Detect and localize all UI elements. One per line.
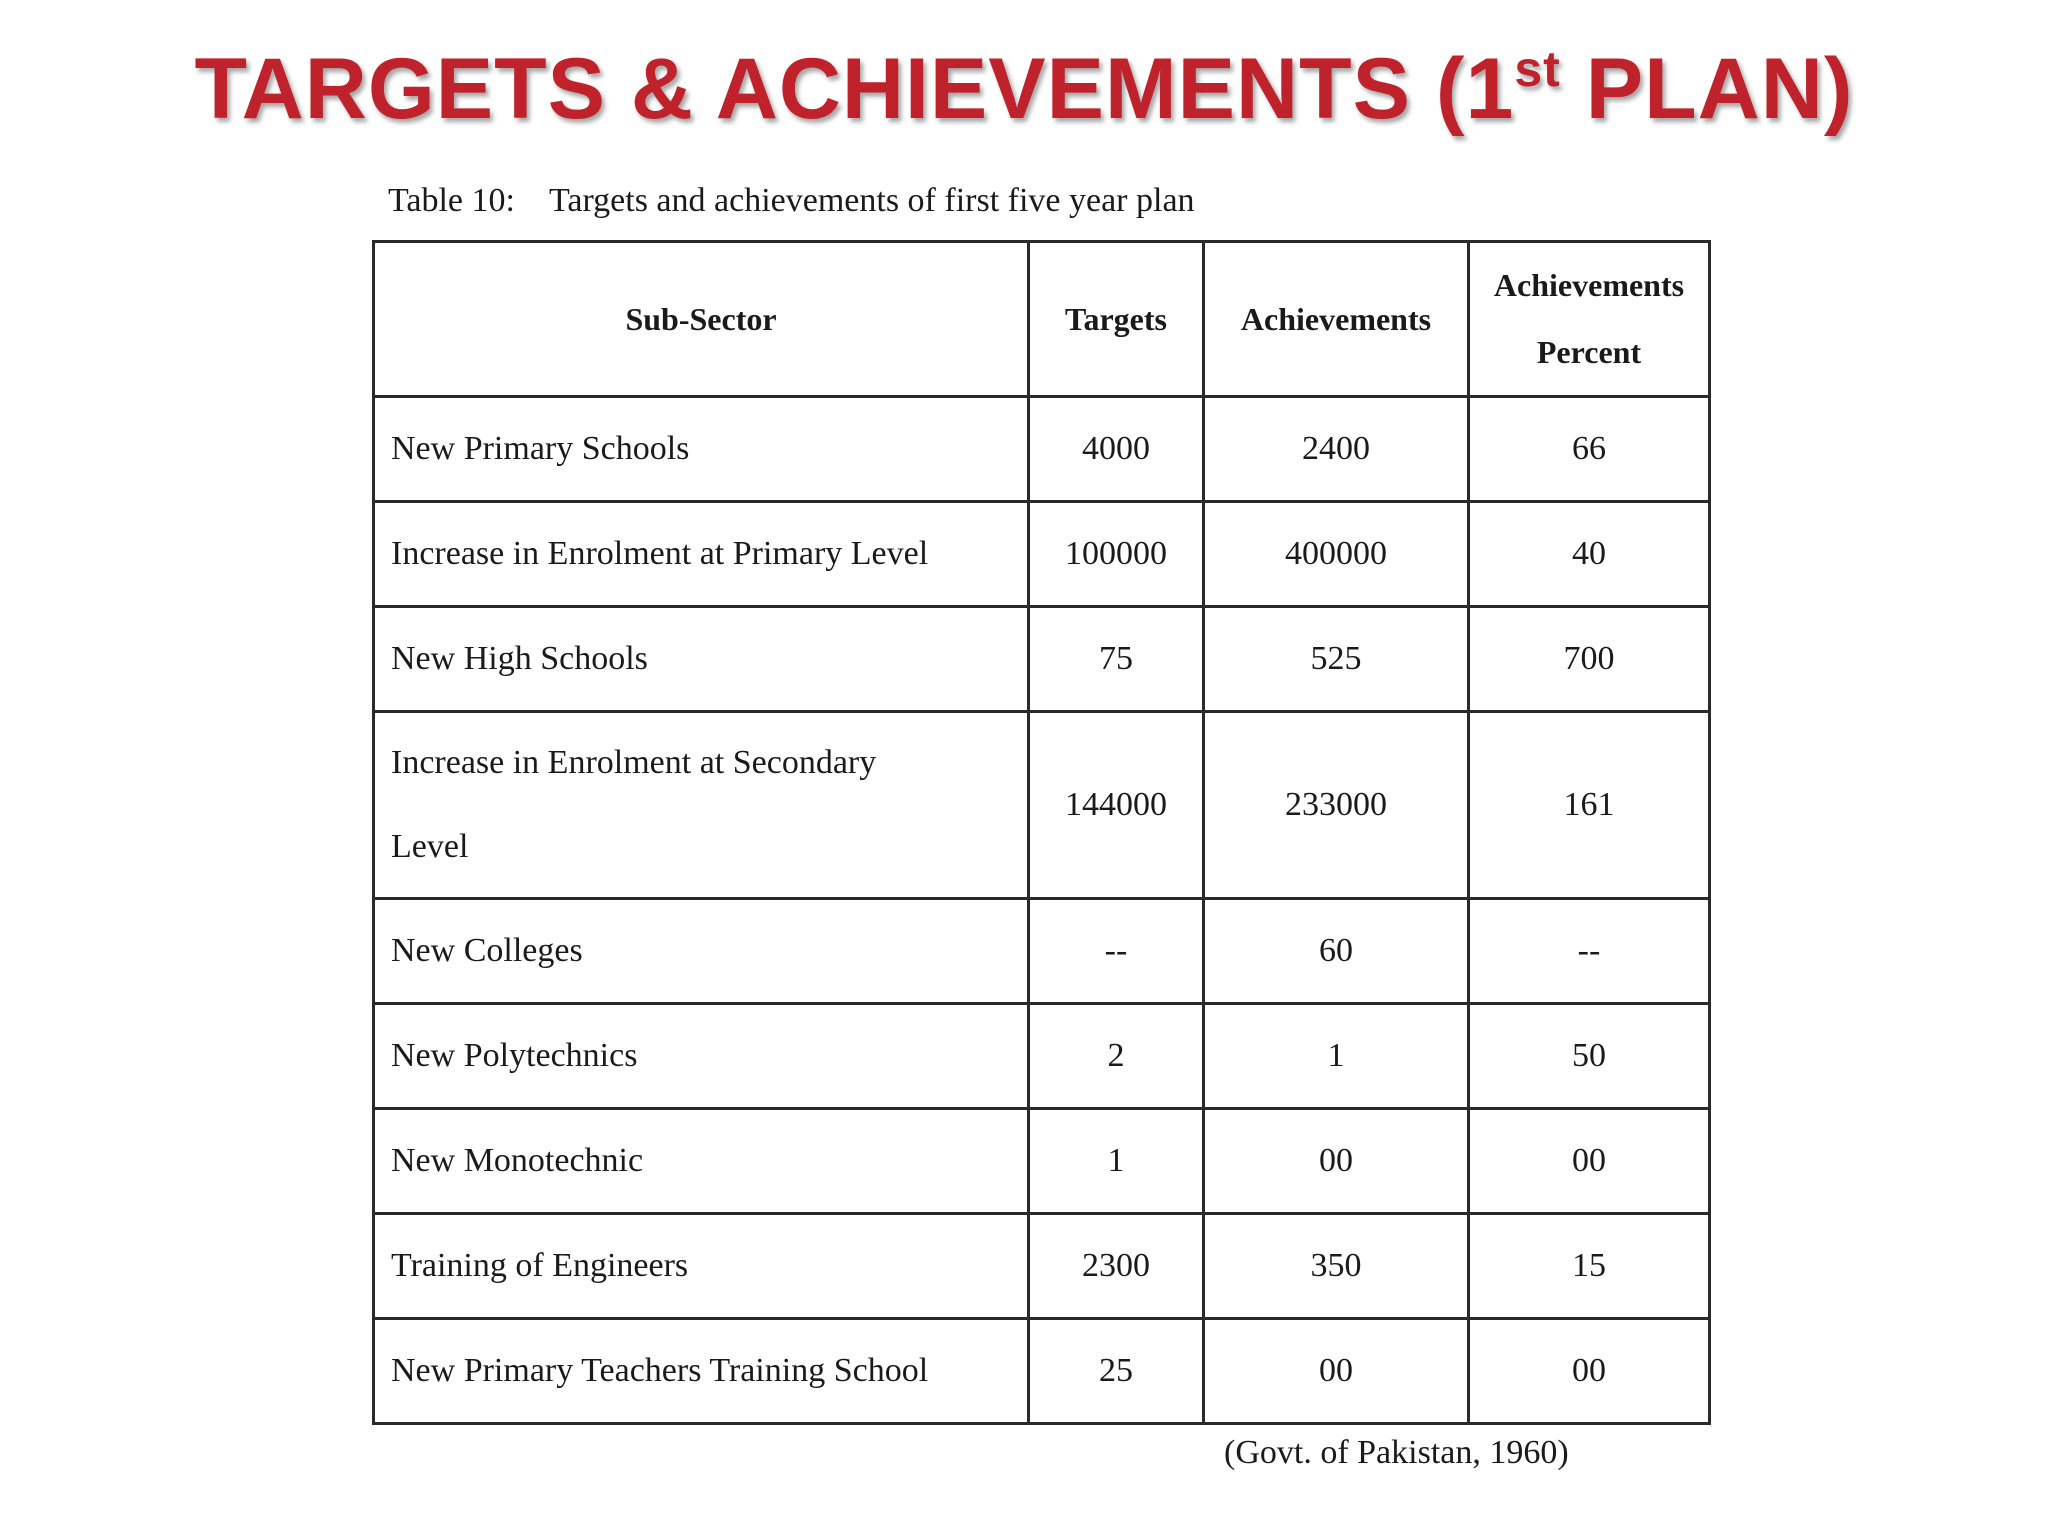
- targets-cell: 1: [1029, 1109, 1204, 1214]
- slide-title: [0, 40, 2048, 139]
- targets-cell: 75: [1029, 607, 1204, 712]
- slide-title-superscript: st: [1514, 41, 1561, 97]
- header-achievements-percent-line1: Achievements: [1493, 267, 1685, 303]
- targets-cell: 2300: [1029, 1214, 1204, 1319]
- sub-sector-cell: [374, 712, 1029, 899]
- targets-cell: 144000: [1029, 712, 1204, 899]
- percent-cell: 66: [1469, 397, 1710, 502]
- table-header-row: [374, 242, 1710, 397]
- percent-cell: --: [1469, 899, 1710, 1004]
- sub-sector-cell: New Primary Schools: [374, 397, 1029, 502]
- table-row: [374, 1214, 1710, 1319]
- table-row: [374, 1319, 1710, 1424]
- achievements-cell: 2400: [1204, 397, 1469, 502]
- achievements-cell: 400000: [1204, 502, 1469, 607]
- sub-sector-line1: Increase in Enrolment at Secondary: [391, 744, 877, 781]
- percent-cell: 15: [1469, 1214, 1710, 1319]
- sub-sector-cell: New Colleges: [374, 899, 1029, 1004]
- header-sub-sector: Sub-Sector: [374, 242, 1029, 397]
- targets-cell: 25: [1029, 1319, 1204, 1424]
- table-caption-label: Table 10:: [388, 182, 515, 219]
- source-citation: (Govt. of Pakistan, 1960): [1224, 1434, 1569, 1471]
- table-caption: [388, 182, 1195, 220]
- sub-sector-cell: New Polytechnics: [374, 1004, 1029, 1109]
- targets-achievements-table: [372, 240, 1711, 1425]
- sub-sector-cell: Training of Engineers: [374, 1214, 1029, 1319]
- percent-cell: 00: [1469, 1319, 1710, 1424]
- sub-sector-cell: New Primary Teachers Training School: [374, 1319, 1029, 1424]
- table-caption-text: Targets and achievements of first five year plan: [548, 182, 1195, 219]
- table-row: [374, 502, 1710, 607]
- header-achievements-percent-line2: Percent: [1536, 334, 1642, 370]
- targets-cell: 2: [1029, 1004, 1204, 1109]
- achievements-cell: 233000: [1204, 712, 1469, 899]
- targets-cell: 4000: [1029, 397, 1204, 502]
- targets-cell: --: [1029, 899, 1204, 1004]
- table-row: [374, 607, 1710, 712]
- achievements-cell: 60: [1204, 899, 1469, 1004]
- header-achievements: Achievements: [1204, 242, 1469, 397]
- slide-title-end: PLAN): [1560, 41, 1854, 137]
- sub-sector-line2: Level: [391, 828, 469, 865]
- table-row: [374, 1004, 1710, 1109]
- achievements-cell: 00: [1204, 1109, 1469, 1214]
- header-achievements-percent: [1469, 242, 1710, 397]
- percent-cell: 40: [1469, 502, 1710, 607]
- sub-sector-cell: New High Schools: [374, 607, 1029, 712]
- slide-title-main: TARGETS & ACHIEVEMENTS (1: [194, 41, 1515, 137]
- percent-cell: 161: [1469, 712, 1710, 899]
- achievements-cell: 525: [1204, 607, 1469, 712]
- percent-cell: 00: [1469, 1109, 1710, 1214]
- sub-sector-cell: New Monotechnic: [374, 1109, 1029, 1214]
- table-row: [374, 1109, 1710, 1214]
- achievements-cell: 350: [1204, 1214, 1469, 1319]
- targets-cell: 100000: [1029, 502, 1204, 607]
- percent-cell: 50: [1469, 1004, 1710, 1109]
- percent-cell: 700: [1469, 607, 1710, 712]
- table-row: [374, 899, 1710, 1004]
- sub-sector-cell: Increase in Enrolment at Primary Level: [374, 502, 1029, 607]
- table-row: [374, 397, 1710, 502]
- achievements-cell: 1: [1204, 1004, 1469, 1109]
- table-row: [374, 712, 1710, 899]
- achievements-cell: 00: [1204, 1319, 1469, 1424]
- header-targets: Targets: [1029, 242, 1204, 397]
